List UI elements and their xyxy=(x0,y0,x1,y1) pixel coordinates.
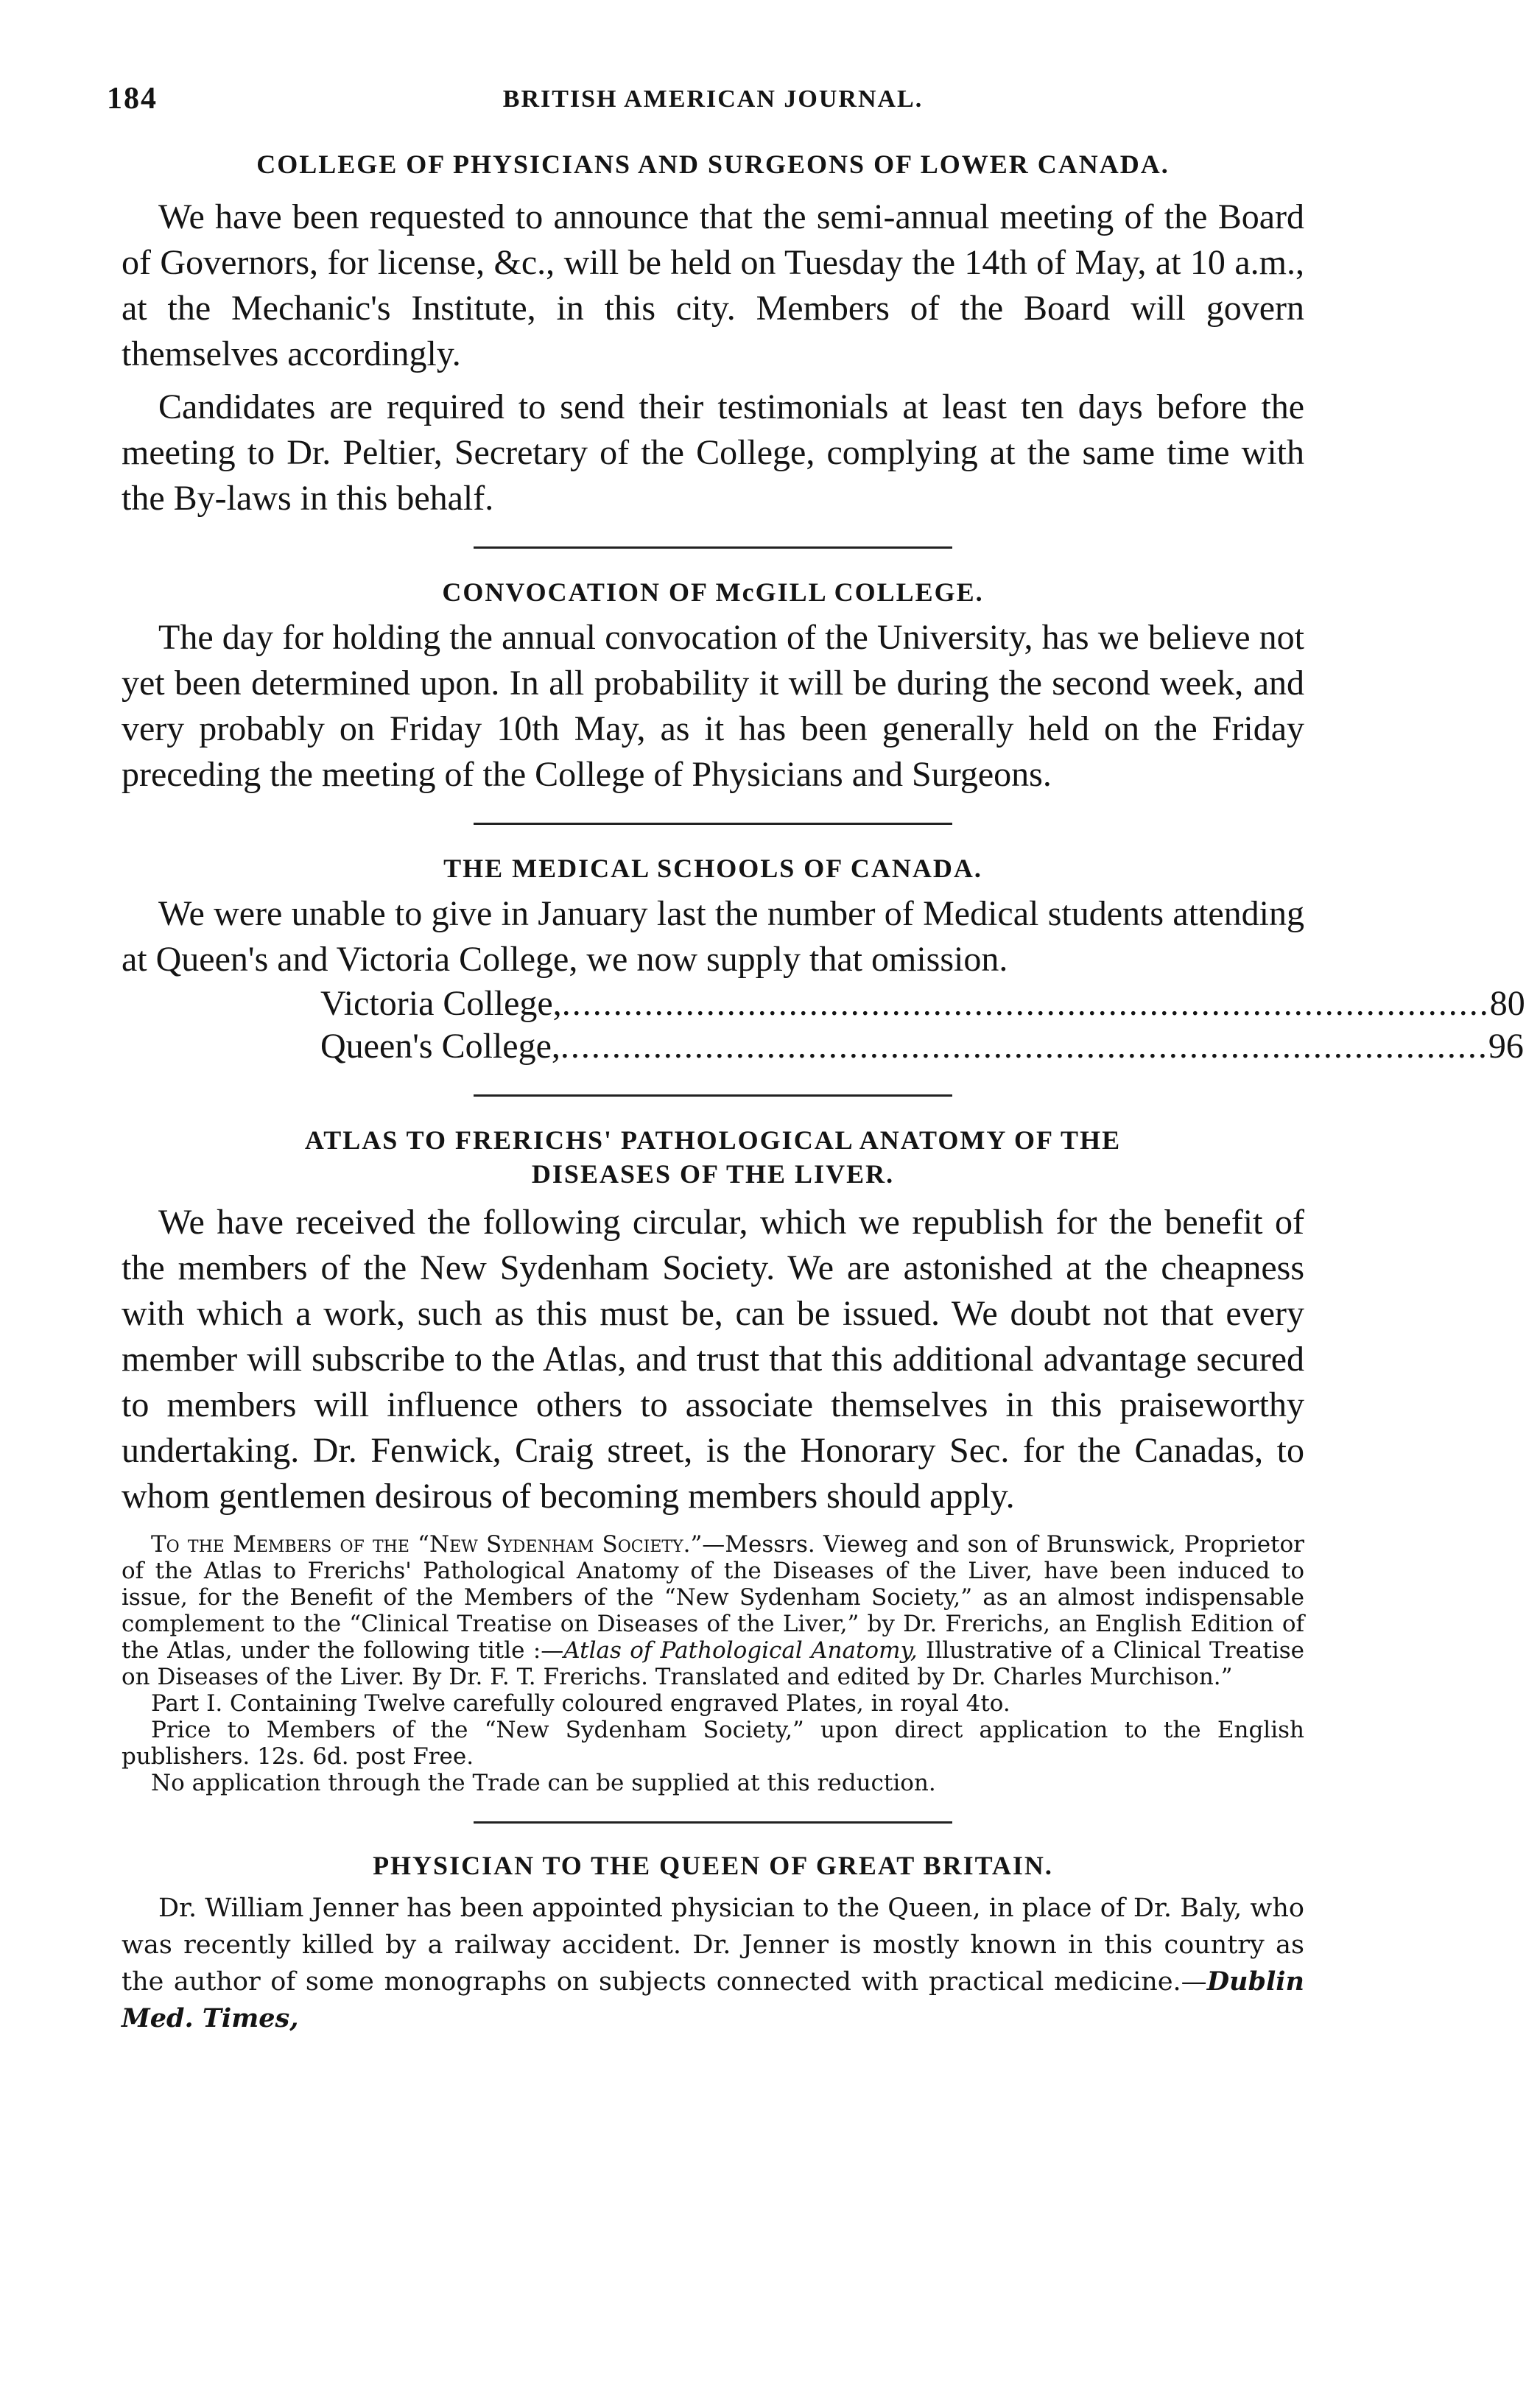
section-title: CONVOCATION OF McGILL COLLEGE. xyxy=(442,577,984,607)
section-atlas xyxy=(122,1123,1304,1796)
leader-dots: .......................................................................................... xyxy=(561,984,1490,1023)
section-divider xyxy=(474,1094,952,1097)
table-row xyxy=(320,1025,1524,1068)
college-name: Victoria College, xyxy=(320,984,562,1023)
section-divider xyxy=(474,823,952,825)
student-count: 96 xyxy=(1488,1027,1524,1066)
paragraph: We have received the following circular, which we republish for the benefit of the members of the New Sydenham Society. We are astonished at the cheapness with which a work, such as this must be, can be issued. We doubt not that every member will subscribe to the Atlas, and trust that this additional advantage secured to members will influence others to associate themselves in this praiseworthy undertaking. Dr. Fenwick, Craig street, is the Honorary Sec. for the Canadas, to whom gentlemen desirous of becoming members should apply. xyxy=(122,1203,1304,1516)
source-citation: Dublin Med. Times, xyxy=(122,1966,1304,2033)
section-physician-to-queen xyxy=(122,1849,1304,2037)
circular-lead: To the Members of the “New Sydenham Society.” xyxy=(151,1531,703,1558)
section-title-line-2: DISEASES OF THE LIVER. xyxy=(531,1159,895,1189)
section-divider xyxy=(474,1821,952,1824)
circular-body: Illustrative of a Clinical Treatise on Diseases of the Liver. By Dr. F. T. Frerichs. Translated and edited by Dr. Charles Murchison.” xyxy=(122,1637,1305,1690)
paragraph: We were unable to give in January last the number of Medical students attending at Queen's and Victoria College, we now supply that omission. xyxy=(122,894,1304,979)
table-row xyxy=(320,982,1525,1025)
leader-dots: .......................................................................................... xyxy=(560,1027,1488,1066)
journal-title: BRITISH AMERICAN JOURNAL. xyxy=(502,85,924,113)
section-medical-schools xyxy=(122,851,1525,1068)
paragraph: We have been requested to announce that the semi-annual meeting of the Board of Governors, for license, &c., will be held on Tuesday the 14th of May, at 10 a.m., at the Mechanic's Institute, in this city. Members of the Board will govern themselves accordingly. xyxy=(122,197,1304,373)
student-count: 80 xyxy=(1489,984,1525,1023)
section-title: COLLEGE OF PHYSICIANS AND SURGEONS OF LOWER CANADA. xyxy=(256,150,1170,179)
section-college-physicians xyxy=(122,147,1304,521)
section-title: THE MEDICAL SCHOOLS OF CANADA. xyxy=(443,854,982,883)
paragraph: Candidates are required to send their testimonials at least ten days before the meeting to Dr. Peltier, Secretary of the College, complying at the same time with the By-laws in this behalf. xyxy=(122,387,1304,518)
page-number: 184 xyxy=(107,82,158,116)
circular-price: Price to Members of the “New Sydenham Society,” upon direct application to the English publishers. 12s. 6d. post Free. xyxy=(122,1717,1304,1770)
enrollment-table xyxy=(122,982,1525,1068)
section-convocation xyxy=(122,575,1304,798)
paragraph: The day for holding the annual convocation of the University, has we believe not yet been determined upon. In all probability it will be during the second week, and very probably on Friday 10th May, as it has been generally held on the Friday preceding the meeting of the College of Physicians and Surgeons. xyxy=(122,618,1304,794)
circular-paragraph xyxy=(122,1531,1304,1690)
college-name: Queen's College, xyxy=(320,1027,560,1066)
paragraph xyxy=(122,1890,1304,2037)
circular-note: No application through the Trade can be supplied at this reduction. xyxy=(151,1770,936,1796)
section-title: PHYSICIAN TO THE QUEEN OF GREAT BRITAIN. xyxy=(373,1851,1053,1880)
circular-body: —Messrs. Vieweg and son of Brunswick, Proprietor of the Atlas to Frerichs' Pathological Anatomy of the Diseases of the Liver, have been induced to issue, for the Benefit of the Members of the “New Sydenham Society,” as an almost indispensable complement to the “Clinical Treatise on Diseases of the Liver,” by Dr. Frerichs, an English Edition of the Atlas, under the following title :— xyxy=(122,1531,1304,1664)
section-divider xyxy=(474,546,952,549)
circular-part: Part I. Containing Twelve carefully coloured engraved Plates, in royal 4to. xyxy=(151,1690,1010,1717)
section-title-line-1: ATLAS TO FRERICHS' PATHOLOGICAL ANATOMY OF THE xyxy=(304,1125,1122,1155)
running-head xyxy=(107,81,1304,125)
paragraph-text: Dr. William Jenner has been appointed physician to the Queen, in place of Dr. Baly, who was recently killed by a railway accident. Dr. Jenner is mostly known in this country as the author of some monographs on subjects connected with practical medicine.— xyxy=(122,1894,1304,1997)
book-title: Atlas of Pathological Anatomy, xyxy=(563,1637,918,1664)
